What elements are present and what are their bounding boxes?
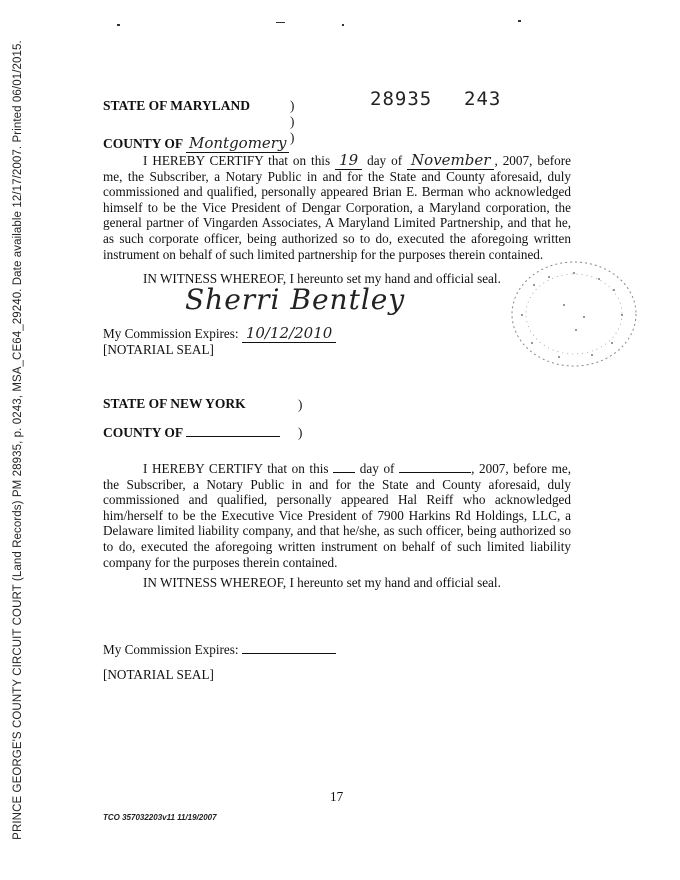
scan-speck (342, 24, 344, 26)
page-number: 17 (330, 789, 344, 804)
bracket-paren: ) (290, 98, 295, 113)
commission-label: My Commission Expires: (103, 642, 239, 657)
certification-paragraph: I HEREBY CERTIFY that on this 19 day of November , 2007, before me, the Subscriber, a Notary Public in and for the State and County aforesaid, duly commissioned and qualified, personally appeared Brian E. Berman who acknowledged himself to be the Vice President of Dengar Corporation, a Maryland corporation, the general partner of Vingarden Associates, A Maryland Limited Partnership, and that he, as such corporate officer, being authorized so to do, executed the aforegoing written instrument on behalf of such limited partnership for the purposes therein contained. (103, 151, 571, 262)
embossed-seal-icon (504, 255, 644, 373)
bracket-paren: ) (298, 397, 303, 412)
county-heading (103, 424, 280, 441)
commission-blank (242, 641, 336, 654)
commission-label: My Commission Expires: (103, 326, 239, 341)
county-blank (186, 424, 280, 437)
bracket-paren: ) (298, 425, 303, 440)
scan-speck (276, 22, 285, 23)
day-blank (333, 460, 355, 473)
witness-clause: IN WITNESS WHEREOF, I hereunto set my hand and official seal. (143, 271, 501, 286)
day-handwritten: 19 (335, 151, 362, 170)
commission-line (103, 324, 336, 342)
book-number-stamp: 28935 (370, 88, 433, 110)
month-handwritten: November (407, 151, 494, 170)
county-heading (103, 134, 289, 152)
recording-margin-text: PRINCE GEORGE'S COUNTY CIRCUIT COURT (Land Records) PM 28935, p. 0243, MSA_CE64_29240. Date available 12/17/2007. Printed 06/01/2015. (12, 40, 24, 840)
scan-speck (518, 20, 521, 22)
notarial-seal-label: [NOTARIAL SEAL] (103, 342, 214, 357)
commission-line (103, 641, 336, 658)
county-handwritten: Montgomery (186, 134, 289, 153)
scan-speck (117, 24, 120, 26)
document-footer-code: TCO 357032203v11 11/19/2007 (103, 813, 217, 822)
bracket-paren: ) (290, 130, 295, 145)
state-heading: STATE OF MARYLAND (103, 98, 251, 113)
certification-paragraph: I HEREBY CERTIFY that on this day of , 2007, before me, the Subscriber, a Notary Public in and for the State and County aforesaid, duly commissioned and qualified, personally appeared Hal Reiff who acknowledged him/herself to be the Executive Vice President of 7900 Harkins Rd Holdings, LLC, a Delaware limited liability company, and that he/she, as such officer, being authorized so to do, executed the aforegoing written instrument on behalf of such limited liability company for the purposes therein contained. (103, 461, 572, 570)
notarial-seal-label: [NOTARIAL SEAL] (103, 667, 214, 682)
county-label: COUNTY OF (103, 136, 183, 151)
page-number-stamp: 243 (464, 88, 502, 110)
county-label: COUNTY OF (103, 425, 183, 440)
witness-clause: IN WITNESS WHEREOF, I hereunto set my hand and official seal. (143, 575, 501, 590)
notary-signature: Sherri Bentley (185, 283, 406, 316)
commission-date-handwritten: 10/12/2010 (242, 324, 336, 343)
bracket-paren: ) (290, 114, 295, 129)
month-blank (399, 460, 471, 473)
state-heading: STATE OF NEW YORK (103, 396, 246, 411)
